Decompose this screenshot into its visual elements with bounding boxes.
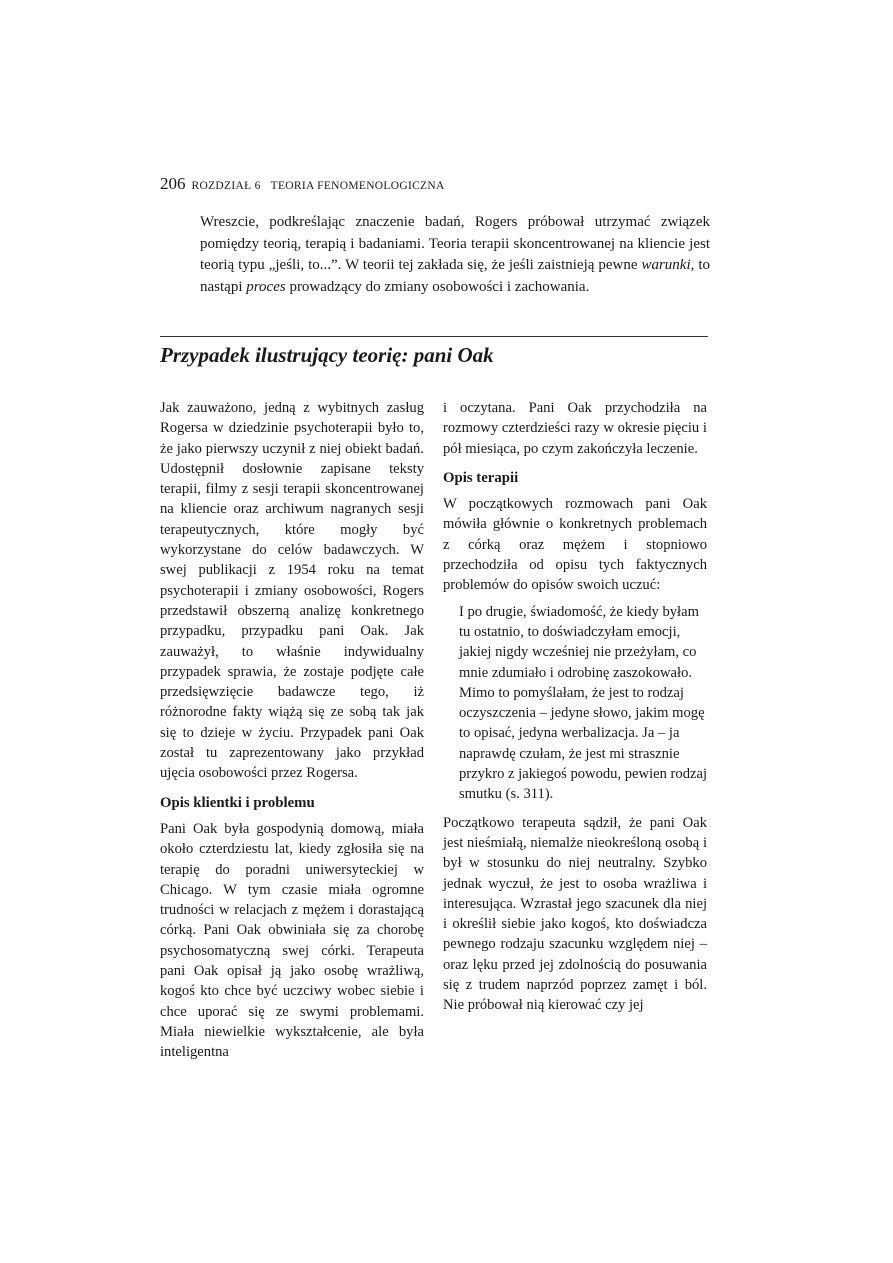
running-header (160, 174, 455, 194)
intro-emphasis-1: warunki (641, 257, 691, 273)
intro-text-1: Wreszcie, podkreślając znaczenie badań, Rogers próbował utrzymać związek pomiędzy teorią, terapią i badaniami. Teoria terapii skoncentrowanej na kliencie jest teorią typu „jeśli, to...”. W teorii tej zakłada się, że jeśli zaistnieją pewne (200, 214, 710, 273)
intro-text-3: prowadzący do zmiany osobowości i zachowania. (285, 278, 590, 295)
right-column (443, 398, 707, 1016)
chapter-heading (192, 180, 455, 192)
block-quote (459, 602, 707, 805)
page-number: 206 (160, 174, 186, 193)
intro-emphasis-2: proces (246, 278, 286, 295)
right-paragraph-1: i oczytana. Pani Oak przychodziła na rozmowy czterdzieści razy w okresie pięciu i pół miesiąca, po czym zakończyła leczenie. (443, 400, 707, 457)
chapter-label: ROZDZIAŁ 6 (191, 180, 261, 192)
intro-paragraph (200, 212, 710, 298)
right-subheading-1: Opis terapii (443, 469, 519, 486)
left-paragraph-2: Pani Oak była gospodynią domową, miała około czterdziestu lat, kiedy zgłosiła się na terapię do poradni uniwersyteckiej w Chicago. W tym czasie miała ogromne trudności w relacjach z mężem i dorastającą córką. Pani Oak obwiniała się za chorobę psychosomatyczną swej córki. Terapeuta pani Oak opisał ją jako osobę wrażliwą, kogoś kto chce być uczciwy wobec siebie i chce uporać się ze swymi problemami. Miała niewielkie wykształcenie, ale była inteligentna (160, 820, 424, 1061)
chapter-title: TEORIA FENOMENOLOGICZNA (270, 180, 445, 192)
left-paragraph-1: Jak zauważono, jedną z wybitnych zasług Rogersa w dziedzinie psychoterapii było to, że jako pierwszy uczynił z niej obiekt badań. Udostępnił dosłownie zapisane teksty terapii, filmy z sesji terapii skoncentrowanej na kliencie oraz archiwum nagranych sesji terapeutycznych, które mogły być wykorzystane do celów badawczych. W swej publikacji z 1954 roku na temat psychoterapii i zmiany osobowości, Rogers przedstawił obszerną analizę konkretnego przypadku, przypadku pani Oak. Jak zauważył, to właśnie indywidualny przypadek sprawia, że zostaje podjęte całe przedsięwzięcie badawcze tego, iż różnorodne fakty wiążą się ze sobą tak jak się to dzieje w życiu. Przypadek pani Oak został tu zaprezentowany jako przykład ujęcia osobowości przez Rogersa. (160, 400, 424, 782)
section-title: Przypadek ilustrujący teorię: pani Oak (160, 343, 494, 367)
left-column (160, 398, 424, 1063)
right-paragraph-2: W początkowych rozmowach pani Oak mówiła głównie o konkretnych problemach z córką oraz mężem i stopniowo przechodziła od opisu tych faktycznych problemów do opisów swoich uczuć: (443, 496, 707, 594)
right-paragraph-3: Początkowo terapeuta sądził, że pani Oak jest nieśmiałą, niemalże nieokreśloną osobą i był w stosunku do niej neutralny. Szybko jednak wyczuł, że jest to osoba wrażliwa i interesująca. Wzrastał jego szacunek dla niej i określił siebie jako kogoś, kto doświadcza pewnego rodzaju szacunku względem niej – oraz lęku przed jej zdolnością do posuwania się z trudem naprzód poprzez zamęt i ból. Nie próbował nią kierować czy jej (443, 814, 707, 1014)
quote-text: I po drugie, świadomość, że kiedy byłam tu ostatnio, to doświadczyłam emocji, jakiej nigdy wcześniej nie przeżyłam, co mnie zdumiało i odrobinę zaszokowało. Mimo to pomyślałam, że jest to rodzaj oczyszczenia – jedyne słowo, jakim mogę to opisać, jedyna werbalizacja. Ja – ja naprawdę czułam, że jest mi strasznie przykro z jakiegoś powodu, pewien rodzaj smutku (s. 311). (459, 603, 708, 803)
intro-text-2: , to nastąpi (200, 257, 710, 295)
section-divider (160, 336, 708, 337)
left-subheading-1: Opis klientki i problemu (160, 794, 315, 811)
